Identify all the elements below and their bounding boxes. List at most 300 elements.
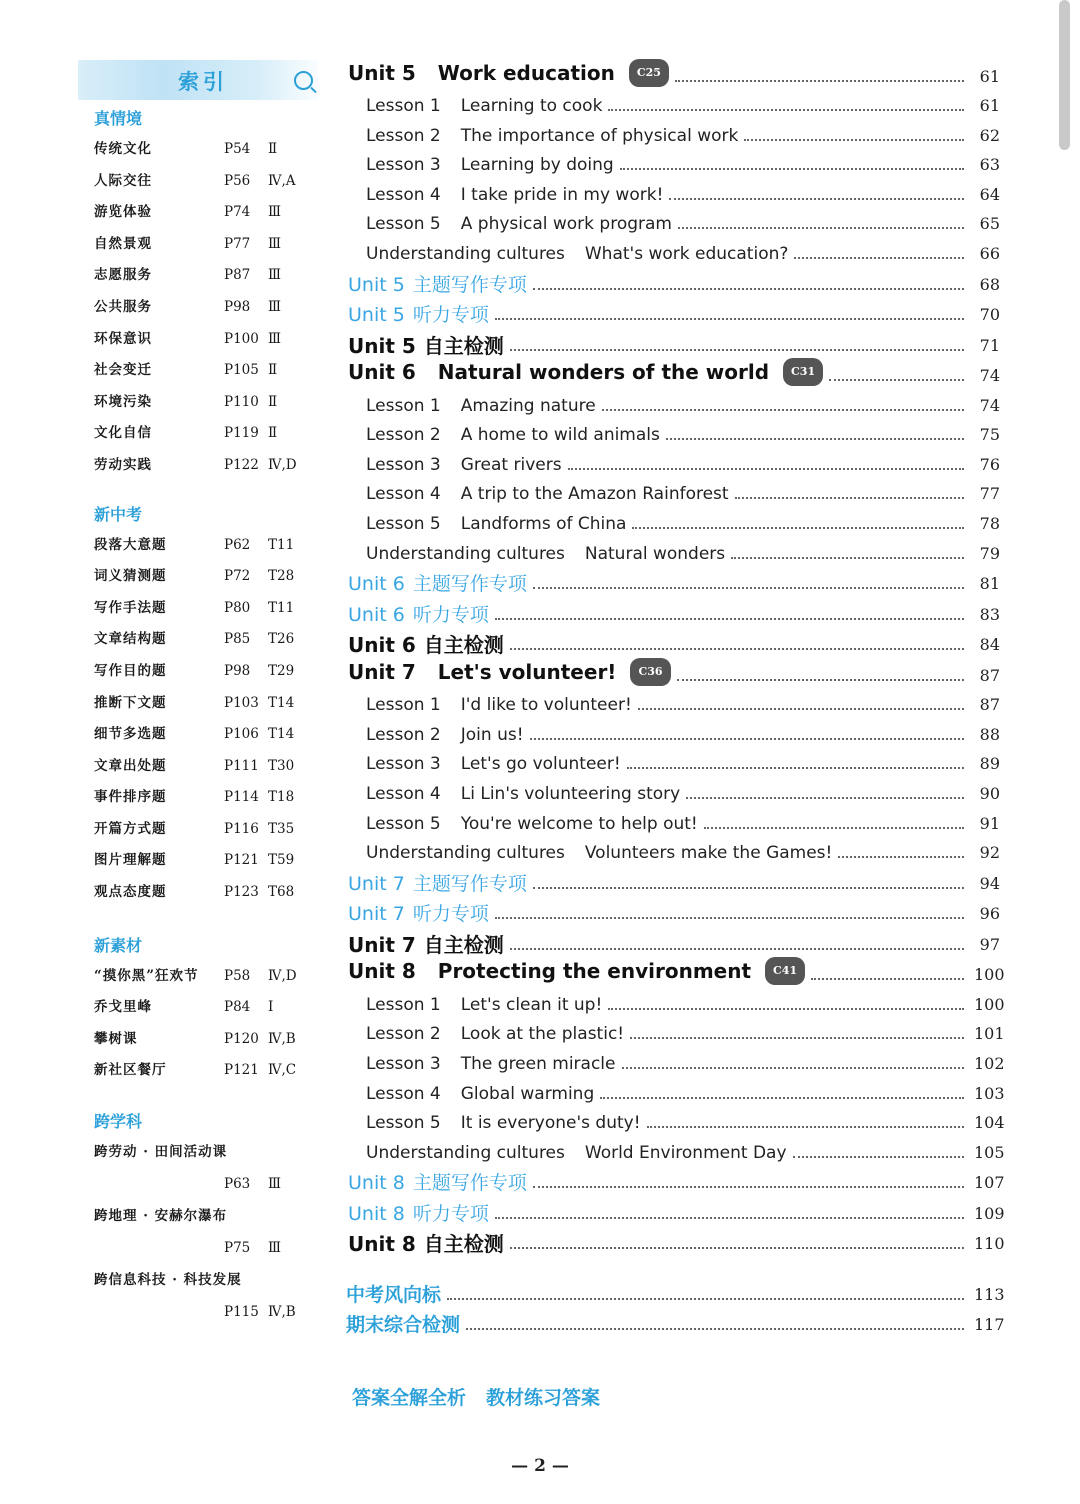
dot-leader xyxy=(744,139,964,141)
index-header xyxy=(78,60,318,100)
toc-page: 89 xyxy=(979,754,1000,774)
index-entry[interactable] xyxy=(78,260,328,292)
toc-title: 自主检测 xyxy=(423,333,504,358)
dot-leader xyxy=(793,1156,964,1158)
index-entry-name: 公共服务 xyxy=(94,298,152,315)
toc-extra-row[interactable] xyxy=(340,1277,1005,1308)
toc-page: 78 xyxy=(979,514,1000,534)
index-section xyxy=(78,104,328,482)
index-entry-page: P58 xyxy=(224,967,251,984)
dot-leader xyxy=(829,379,964,381)
index-entry[interactable] xyxy=(78,782,328,814)
index-entry-code: T11 xyxy=(268,536,295,553)
index-entry-code: Ⅱ xyxy=(268,393,278,410)
index-entry-name: 文化自信 xyxy=(94,425,152,442)
index-entry-code: T68 xyxy=(268,884,295,901)
toc-num: Unit 5 xyxy=(348,273,405,296)
index-sidebar xyxy=(78,60,328,1329)
toc-label xyxy=(340,123,744,149)
index-entry[interactable] xyxy=(78,1201,328,1265)
index-entry[interactable] xyxy=(78,719,328,751)
toc-title: 主题写作专项 xyxy=(412,273,527,296)
toc-label xyxy=(340,1051,622,1077)
toc-num: Unit 6 xyxy=(348,360,416,385)
toc-num: Unit 8 xyxy=(348,1172,405,1195)
toc-label xyxy=(340,957,811,988)
toc-label xyxy=(340,422,666,448)
toc-num: Lesson 4 xyxy=(366,184,441,205)
index-entry-code: T14 xyxy=(268,726,295,743)
index-entry-page: P80 xyxy=(224,599,251,616)
toc-row[interactable] xyxy=(340,1227,1005,1258)
dot-leader xyxy=(466,1328,964,1330)
index-entry-code: Ⅱ xyxy=(268,141,278,157)
toc-row[interactable] xyxy=(340,866,1000,897)
toc-page: 90 xyxy=(979,784,1000,803)
toc-label xyxy=(340,1110,647,1136)
index-entry-name: 攀树课 xyxy=(94,1030,138,1047)
toc-title: Global warming xyxy=(460,1083,595,1104)
index-entry-code: T11 xyxy=(268,599,295,616)
toc-page: 97 xyxy=(979,934,1000,954)
toc-title: Great rivers xyxy=(460,454,562,475)
toc-row[interactable] xyxy=(340,718,1000,748)
textbook-answers-link[interactable]: 教材练习答案 xyxy=(486,1387,601,1409)
index-entry-page: P98 xyxy=(224,298,251,315)
index-entry-code: T30 xyxy=(268,757,295,774)
toc-row[interactable] xyxy=(340,537,1000,567)
index-entry-code: Ⅲ xyxy=(268,1240,282,1257)
index-entry-name: 写作目的题 xyxy=(94,662,167,679)
toc-title: I take pride in my work! xyxy=(460,184,664,205)
index-entry-name: 游览体验 xyxy=(94,204,152,221)
index-entry-code: Ⅲ xyxy=(268,330,282,347)
dot-leader xyxy=(647,1126,964,1128)
index-entry-page: P56 xyxy=(224,172,251,189)
toc-row[interactable] xyxy=(340,748,1000,778)
toc-page: 66 xyxy=(979,244,1000,264)
dot-leader xyxy=(704,827,964,829)
index-entry-code: Ⅳ,D xyxy=(268,456,297,473)
index-section xyxy=(78,931,328,1087)
index-entry[interactable] xyxy=(78,561,328,593)
dot-leader xyxy=(666,438,964,440)
toc-row[interactable] xyxy=(340,1166,1005,1197)
toc-label xyxy=(340,272,533,298)
toc-title: 听力专项 xyxy=(412,903,489,926)
index-entry-name: 自然景观 xyxy=(94,235,152,252)
dot-leader xyxy=(622,1067,965,1069)
toc-label xyxy=(340,1140,793,1166)
toc-row[interactable] xyxy=(340,1077,1005,1107)
page-scrollbar[interactable] xyxy=(1059,0,1070,150)
dot-leader xyxy=(677,679,965,681)
toc-num: Lesson 2 xyxy=(366,724,441,745)
toc-page: 91 xyxy=(979,813,1000,833)
index-entry-page: P87 xyxy=(224,267,251,284)
index-entry[interactable] xyxy=(78,961,328,993)
dot-leader xyxy=(510,1247,964,1249)
toc-page: 87 xyxy=(979,695,1000,715)
toc-row[interactable] xyxy=(340,597,1000,628)
toc-row[interactable] xyxy=(340,178,1000,208)
toc-extra-title: 中考风向标 xyxy=(346,1283,442,1306)
toc-label xyxy=(340,358,829,389)
toc-row[interactable] xyxy=(340,90,1000,120)
toc-page: 61 xyxy=(979,96,1000,116)
toc-row[interactable] xyxy=(340,1107,1005,1137)
index-entry-name: 跨地理 · 安赫尔瀑布 xyxy=(94,1208,228,1225)
toc-num: Lesson 5 xyxy=(366,214,441,235)
index-entry-page: P119 xyxy=(224,425,259,442)
toc-num: Unit 6 xyxy=(348,603,405,626)
dot-leader xyxy=(533,288,964,290)
toc-row[interactable] xyxy=(340,567,1000,598)
toc-title: Let's clean it up! xyxy=(460,994,603,1015)
toc-label xyxy=(340,511,632,537)
toc-page: 88 xyxy=(979,724,1000,744)
toc-row[interactable] xyxy=(340,359,1000,390)
toc-num: Unit 7 xyxy=(348,932,416,957)
unit-badge: C25 xyxy=(629,59,669,87)
toc-page: 63 xyxy=(979,155,1000,175)
index-entry-name: 劳动实践 xyxy=(94,456,152,473)
toc-num: Understanding cultures xyxy=(366,1142,565,1163)
index-entry-page: P121 xyxy=(224,852,259,869)
toc-page: 79 xyxy=(979,543,1000,563)
dot-leader xyxy=(627,767,964,769)
index-entry-page: P85 xyxy=(224,631,251,648)
index-entry-code: Ⅲ xyxy=(268,204,282,221)
index-entry-page: P115 xyxy=(224,1304,259,1321)
toc-row[interactable] xyxy=(340,807,1000,837)
index-entry-code: T29 xyxy=(268,662,295,679)
toc-num: Lesson 1 xyxy=(366,994,441,1015)
dot-leader xyxy=(495,917,964,919)
toc-num: Understanding cultures xyxy=(366,543,565,564)
toc-label xyxy=(340,152,620,178)
index-entry-page: P105 xyxy=(224,362,259,379)
toc-label xyxy=(340,333,510,359)
index-entry[interactable] xyxy=(78,688,328,720)
toc-num: Lesson 3 xyxy=(366,754,441,775)
toc-extra-title: 期末综合检测 xyxy=(346,1314,461,1337)
index-entry[interactable] xyxy=(78,877,328,909)
dot-leader xyxy=(678,227,964,229)
index-entry[interactable] xyxy=(78,656,328,688)
answers-full-analysis-link[interactable]: 答案全解全析 xyxy=(352,1387,467,1409)
toc-num: Understanding cultures xyxy=(366,244,565,265)
toc-label xyxy=(340,211,678,237)
toc-page: 74 xyxy=(979,395,1000,415)
toc-num: Lesson 3 xyxy=(366,155,441,176)
toc-num: Unit 8 xyxy=(348,959,416,984)
index-entry-name: 事件排序题 xyxy=(94,789,167,806)
index-section xyxy=(78,500,328,909)
index-entry-name: 段落大意题 xyxy=(94,536,167,553)
toc-row[interactable] xyxy=(340,448,1000,478)
index-entry[interactable] xyxy=(78,229,328,261)
toc-row[interactable] xyxy=(340,1196,1005,1227)
section-heading: 新素材 xyxy=(94,935,143,955)
index-entry[interactable] xyxy=(78,1024,328,1056)
unit-badge: C36 xyxy=(630,658,670,686)
section-heading: 真情境 xyxy=(94,109,143,128)
toc-num: Lesson 1 xyxy=(366,395,441,416)
index-entry-code: Ⅱ xyxy=(268,362,278,379)
toc-num: Unit 7 xyxy=(348,659,416,684)
toc-row[interactable] xyxy=(340,298,1000,329)
dot-leader xyxy=(602,409,964,411)
toc-page: 110 xyxy=(974,1234,1005,1254)
index-entry[interactable] xyxy=(78,992,328,1024)
index-entry-code: Ⅳ,C xyxy=(268,1062,297,1079)
toc-title: Work education xyxy=(437,60,615,85)
index-entry-name: 跨信息科技 · 科技发展 xyxy=(94,1272,242,1289)
toc-page: 75 xyxy=(979,425,1000,445)
toc-row[interactable] xyxy=(340,689,1000,719)
toc-title: Li Lin's volunteering story xyxy=(460,784,681,804)
index-title: 索引 xyxy=(178,69,228,94)
dot-leader xyxy=(669,198,964,200)
toc-page: 68 xyxy=(979,274,1000,294)
toc-row[interactable] xyxy=(340,958,1005,989)
dot-leader xyxy=(510,948,964,950)
index-entry-page: P110 xyxy=(224,393,259,410)
toc-title: A trip to the Amazon Rainforest xyxy=(460,484,729,505)
index-entry-page: P120 xyxy=(224,1030,259,1047)
toc-title: Amazing nature xyxy=(460,395,596,416)
toc-num: Unit 8 xyxy=(348,1232,416,1257)
index-entry-page: P72 xyxy=(224,568,251,585)
index-entry-name: 志愿服务 xyxy=(94,267,152,284)
toc-row[interactable] xyxy=(340,59,1000,90)
dot-leader xyxy=(533,887,964,889)
index-entry[interactable] xyxy=(78,530,328,562)
toc-title: 主题写作专项 xyxy=(412,1172,527,1195)
toc-row[interactable] xyxy=(340,237,1000,267)
index-entry[interactable] xyxy=(78,197,328,229)
index-section xyxy=(78,1107,328,1329)
index-entry-code: T26 xyxy=(268,631,295,648)
index-entry[interactable] xyxy=(78,355,328,387)
index-entry-code: T18 xyxy=(268,789,295,806)
toc-label xyxy=(340,751,627,777)
toc-label xyxy=(340,811,704,837)
toc-title: Volunteers make the Games! xyxy=(584,843,833,864)
toc-num: Lesson 1 xyxy=(366,695,441,716)
toc-row[interactable] xyxy=(340,897,1000,928)
index-entry-name: 环境污染 xyxy=(94,393,152,410)
dot-leader xyxy=(600,1097,964,1099)
toc-row[interactable] xyxy=(340,328,1000,359)
index-entry-page: P111 xyxy=(224,757,259,774)
page-number: — 2 — xyxy=(511,1456,569,1476)
toc-title: Landforms of China xyxy=(460,514,627,535)
toc-title: You're welcome to help out! xyxy=(460,813,698,834)
toc-row[interactable] xyxy=(340,419,1000,449)
dot-leader xyxy=(735,497,964,499)
index-entry[interactable] xyxy=(78,593,328,625)
toc-row[interactable] xyxy=(340,267,1000,298)
toc-page: 113 xyxy=(974,1284,1005,1304)
toc-row[interactable] xyxy=(340,1136,1005,1166)
toc-title: Learning by doing xyxy=(460,155,614,176)
index-entry[interactable] xyxy=(78,324,328,356)
toc-label xyxy=(340,992,608,1018)
toc-num: Lesson 3 xyxy=(366,454,441,475)
index-entry[interactable] xyxy=(78,1055,328,1087)
toc-row[interactable] xyxy=(340,1018,1005,1048)
toc-num: Unit 7 xyxy=(348,903,405,926)
dot-leader xyxy=(533,1186,964,1188)
index-entry[interactable] xyxy=(78,387,328,419)
toc-page: 104 xyxy=(974,1113,1005,1133)
toc-page: 77 xyxy=(979,484,1000,504)
toc-row[interactable] xyxy=(340,389,1000,419)
toc-num: Unit 8 xyxy=(348,1202,405,1225)
toc-label xyxy=(340,1201,495,1227)
toc-row[interactable] xyxy=(340,988,1005,1018)
toc-page: 101 xyxy=(974,1024,1005,1044)
index-entry-name: 环保意识 xyxy=(94,330,152,347)
toc-row[interactable] xyxy=(340,777,1000,807)
toc-label xyxy=(340,241,794,267)
index-sections xyxy=(78,104,328,1329)
toc-row[interactable] xyxy=(340,628,1000,659)
index-entry-name: 细节多选题 xyxy=(94,726,167,743)
toc-page: 117 xyxy=(974,1315,1005,1335)
toc-list xyxy=(340,59,1005,1257)
index-entry-name: 传统文化 xyxy=(94,141,152,157)
index-entry[interactable] xyxy=(78,450,328,482)
toc-row[interactable] xyxy=(340,837,1000,867)
toc-title: 主题写作专项 xyxy=(412,872,527,895)
index-entry-page: P84 xyxy=(224,999,251,1016)
toc-num: Unit 6 xyxy=(348,573,405,596)
toc-page: 84 xyxy=(979,635,1000,655)
toc-page: 87 xyxy=(979,665,1000,685)
index-entry[interactable] xyxy=(78,134,328,166)
toc-page: 100 xyxy=(974,965,1005,985)
index-entry-code: Ⅳ,B xyxy=(268,1030,296,1047)
index-entry-name: 图片理解题 xyxy=(94,852,167,869)
index-entry-name: 社会变迁 xyxy=(94,362,152,379)
index-entry-code: T28 xyxy=(268,568,295,585)
toc-row[interactable] xyxy=(340,149,1000,179)
toc-num: Lesson 5 xyxy=(366,1113,441,1134)
index-entry-code: Ⅳ,D xyxy=(268,967,297,984)
toc-title: The importance of physical work xyxy=(460,125,739,146)
index-entry-name: 开篇方式题 xyxy=(94,820,167,837)
index-entry[interactable] xyxy=(78,418,328,450)
toc-row[interactable] xyxy=(340,478,1000,508)
toc-page: 96 xyxy=(979,904,1000,924)
index-entry-name: 文章出处题 xyxy=(94,757,167,774)
toc-num: Unit 5 xyxy=(348,304,405,327)
index-entry-page: P114 xyxy=(224,789,259,806)
index-entry-page: P100 xyxy=(224,330,259,347)
index-entry-page: P75 xyxy=(224,1240,251,1257)
dot-leader xyxy=(620,168,964,170)
index-entry[interactable] xyxy=(78,624,328,656)
toc-title: 听力专项 xyxy=(412,1202,489,1225)
dot-leader xyxy=(510,349,964,351)
toc-row[interactable] xyxy=(340,119,1000,149)
index-entry-name: 观点态度题 xyxy=(94,884,167,901)
toc-row[interactable] xyxy=(340,927,1000,958)
index-entry-code: Ⅲ xyxy=(268,235,282,252)
toc-page: 81 xyxy=(979,574,1000,594)
index-entry-page: P116 xyxy=(224,820,259,837)
toc-title: Learning to cook xyxy=(460,96,603,117)
toc-title: A home to wild animals xyxy=(460,425,660,446)
toc-title: Look at the plastic! xyxy=(460,1024,625,1045)
index-entry[interactable] xyxy=(78,1137,328,1201)
toc-num: Unit 6 xyxy=(348,633,416,658)
toc-page: 92 xyxy=(979,843,1000,863)
toc-num: Unit 5 xyxy=(348,60,416,85)
toc-label xyxy=(340,93,608,119)
section-heading: 跨学科 xyxy=(94,1112,143,1132)
toc-label xyxy=(340,541,731,567)
index-entry[interactable] xyxy=(78,814,328,846)
toc-label xyxy=(340,632,510,658)
toc-page: 94 xyxy=(979,873,1000,893)
toc-row[interactable] xyxy=(340,507,1000,537)
toc-label xyxy=(340,1081,600,1107)
toc-label xyxy=(340,840,838,866)
dot-leader xyxy=(630,1037,964,1039)
answers-links xyxy=(352,1383,600,1410)
index-entry-page: P63 xyxy=(224,1176,251,1193)
toc-extra-row[interactable] xyxy=(340,1308,1005,1339)
index-entry[interactable] xyxy=(78,292,328,324)
toc-label xyxy=(340,692,638,718)
index-entry-code: Ⅳ,B xyxy=(268,1304,296,1321)
toc-row[interactable] xyxy=(340,658,1000,689)
index-entry[interactable] xyxy=(78,1265,328,1329)
toc-row[interactable] xyxy=(340,208,1000,238)
index-entry[interactable] xyxy=(78,166,328,198)
index-entry-code: T59 xyxy=(268,852,295,869)
index-entry[interactable] xyxy=(78,845,328,877)
toc-page: 61 xyxy=(979,66,1000,86)
toc-num: Lesson 2 xyxy=(366,425,441,446)
toc-num: Lesson 4 xyxy=(366,1083,441,1104)
toc-label xyxy=(340,452,568,478)
toc-page: 71 xyxy=(979,335,1000,355)
dot-leader xyxy=(811,978,964,980)
index-entry[interactable] xyxy=(78,751,328,783)
toc-label xyxy=(340,602,495,628)
search-icon xyxy=(294,71,313,90)
toc-label xyxy=(340,302,495,328)
toc-label xyxy=(340,59,675,90)
toc-title: Natural wonders xyxy=(584,543,726,564)
toc-num: Lesson 4 xyxy=(366,484,441,505)
toc-title: Protecting the environment xyxy=(437,959,752,984)
index-entry-name: 人际交往 xyxy=(94,172,152,189)
index-entry-page: P121 xyxy=(224,1062,259,1079)
toc-num: Lesson 5 xyxy=(366,813,441,834)
index-entry-page: P77 xyxy=(224,235,251,252)
toc-row[interactable] xyxy=(340,1047,1005,1077)
dot-leader xyxy=(495,318,964,320)
toc-page: 83 xyxy=(979,604,1000,624)
index-entry-page: P98 xyxy=(224,662,251,679)
toc-num: Lesson 2 xyxy=(366,1024,441,1045)
